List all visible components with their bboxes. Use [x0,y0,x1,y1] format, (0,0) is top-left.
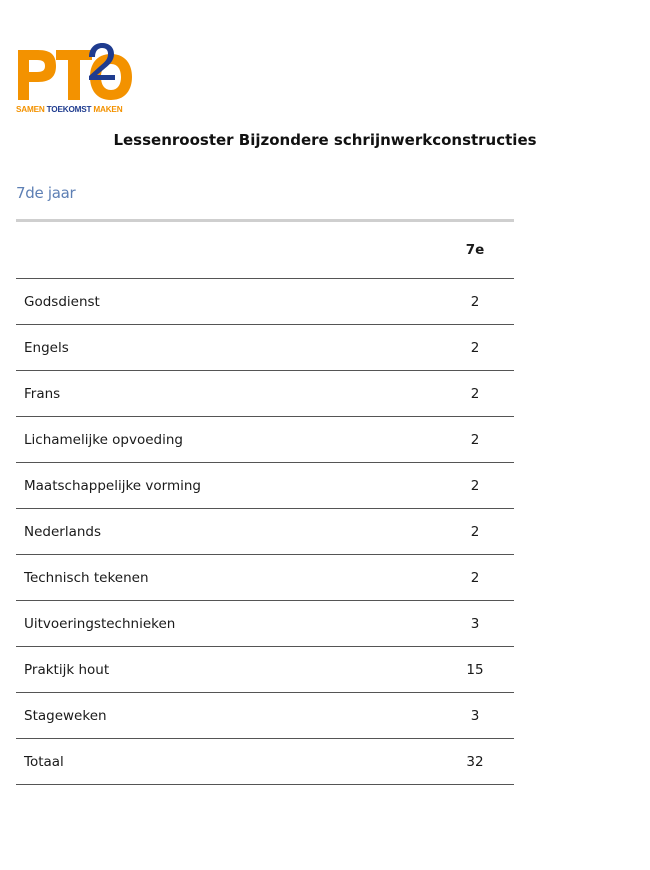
subject-cell: Praktijk hout [24,661,110,678]
subject-cell: Stageweken [24,707,107,724]
hours-cell: 15 [466,661,484,678]
table-row-total [16,739,514,785]
subject-cell: Technisch tekenen [24,569,149,586]
logo-tagline: SAMEN TOEKOMST MAKEN [16,105,123,114]
hours-cell: 3 [470,615,480,632]
hours-cell: 2 [470,431,480,448]
subject-cell: Frans [24,385,61,402]
subject-cell: Maatschappelijke vorming [24,477,201,494]
hours-cell: 32 [466,753,484,770]
subject-cell: Totaal [24,753,64,770]
hours-cell: 3 [470,707,480,724]
table-row [16,693,514,739]
table-row [16,371,514,417]
subject-cell: Uitvoeringstechnieken [24,615,176,632]
hours-cell: 2 [470,523,480,540]
subject-cell: Lichamelijke opvoeding [24,431,183,448]
table-row [16,417,514,463]
pt2o-logo-mark [16,42,136,104]
page-title: Lessenrooster Bijzondere schrijnwerkconstructies [113,131,537,149]
section-heading: 7de jaar [16,184,76,202]
hours-cell: 2 [470,339,480,356]
table-row [16,555,514,601]
table-header-row [16,222,514,279]
table-row [16,463,514,509]
hours-cell: 2 [470,569,480,586]
pt2o-logo [16,42,136,118]
table-row [16,279,514,325]
timetable [16,219,514,785]
subject-cell: Engels [24,339,69,356]
table-row [16,509,514,555]
subject-cell: Nederlands [24,523,102,540]
subject-cell: Godsdienst [24,293,100,310]
table-row [16,647,514,693]
hours-cell: 2 [470,477,480,494]
header-hours: 7e [465,242,485,258]
hours-cell: 2 [470,293,480,310]
table-row [16,601,514,647]
hours-cell: 2 [470,385,480,402]
table-row [16,325,514,371]
